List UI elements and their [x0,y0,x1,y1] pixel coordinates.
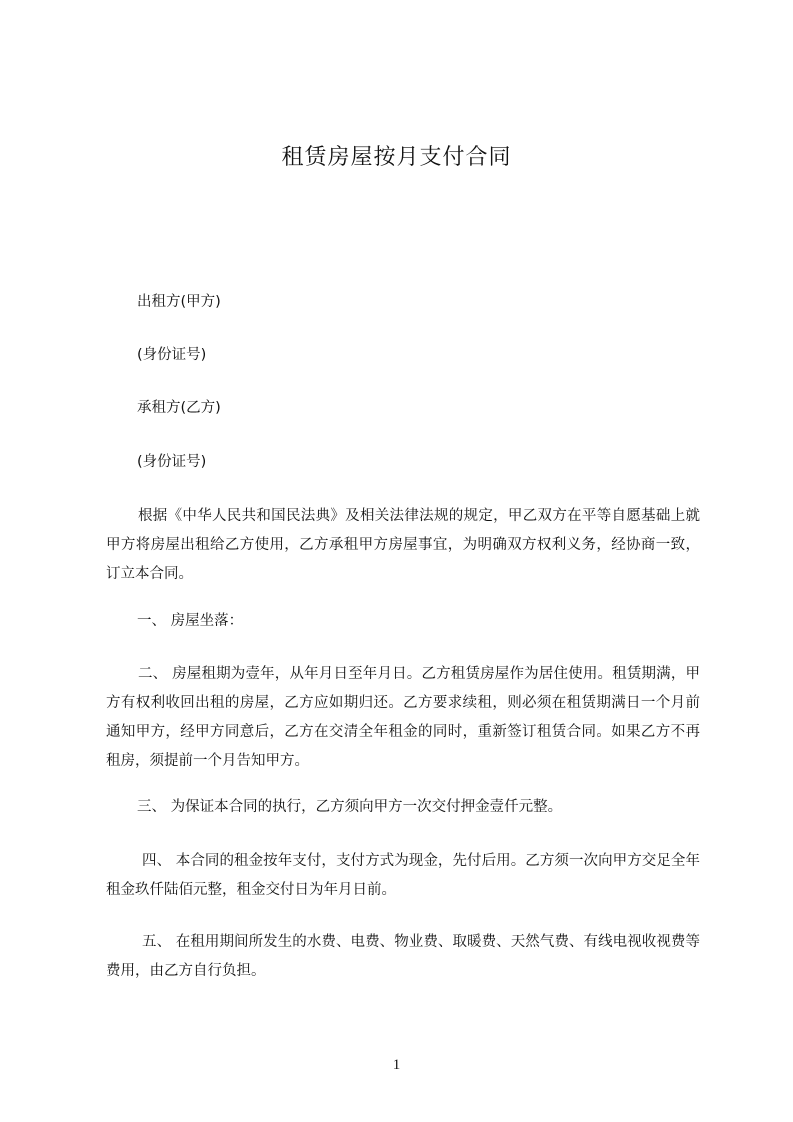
preamble-paragraph: 根据《中华人民共和国民法典》及相关法律法规的规定，甲乙双方在平等自愿基础上就甲方将房屋出租给乙方使用，乙方承租甲方房屋事宜，为明确双方权利义务，经协商一致，订立本合同。 [106,508,700,582]
clause-three: 三、 为保证本合同的执行，乙方须向甲方一次交付押金壹仟元整。 [137,799,563,815]
clause-five: 五、 在租用期间所发生的水费、电费、物业费、取暖费、天然气费、有线电视收视费等费用，由乙方自行负担。 [106,934,700,979]
lessee-label: 承租方(乙方) [137,400,221,416]
clause-one: 一、 房屋坐落： [137,613,244,629]
lessor-id-label: (身份证号) [137,347,207,363]
clause-two: 二、 房屋租期为壹年，从年月日至年月日。乙方租赁房屋作为居住使用。租赁期满，甲方有权利收回出租的房屋，乙方应如期归还。乙方要求续租，则必须在租赁期满日一个月前通知甲方，经甲方同意后，乙方在交清全年租金的同时，重新签订租赁合同。如果乙方不再租房，须提前一个月告知甲方。 [106,666,700,769]
clause-four: 四、 本合同的租金按年支付，支付方式为现金，先付后用。乙方须一次向甲方交足全年租金玖仟陆佰元整，租金交付日为年月日前。 [106,853,700,898]
page-number: 1 [392,1057,401,1073]
document-title: 租赁房屋按月支付合同 [281,145,512,170]
lessor-label: 出租方(甲方) [137,294,221,310]
lessee-id-label: (身份证号) [137,454,207,470]
